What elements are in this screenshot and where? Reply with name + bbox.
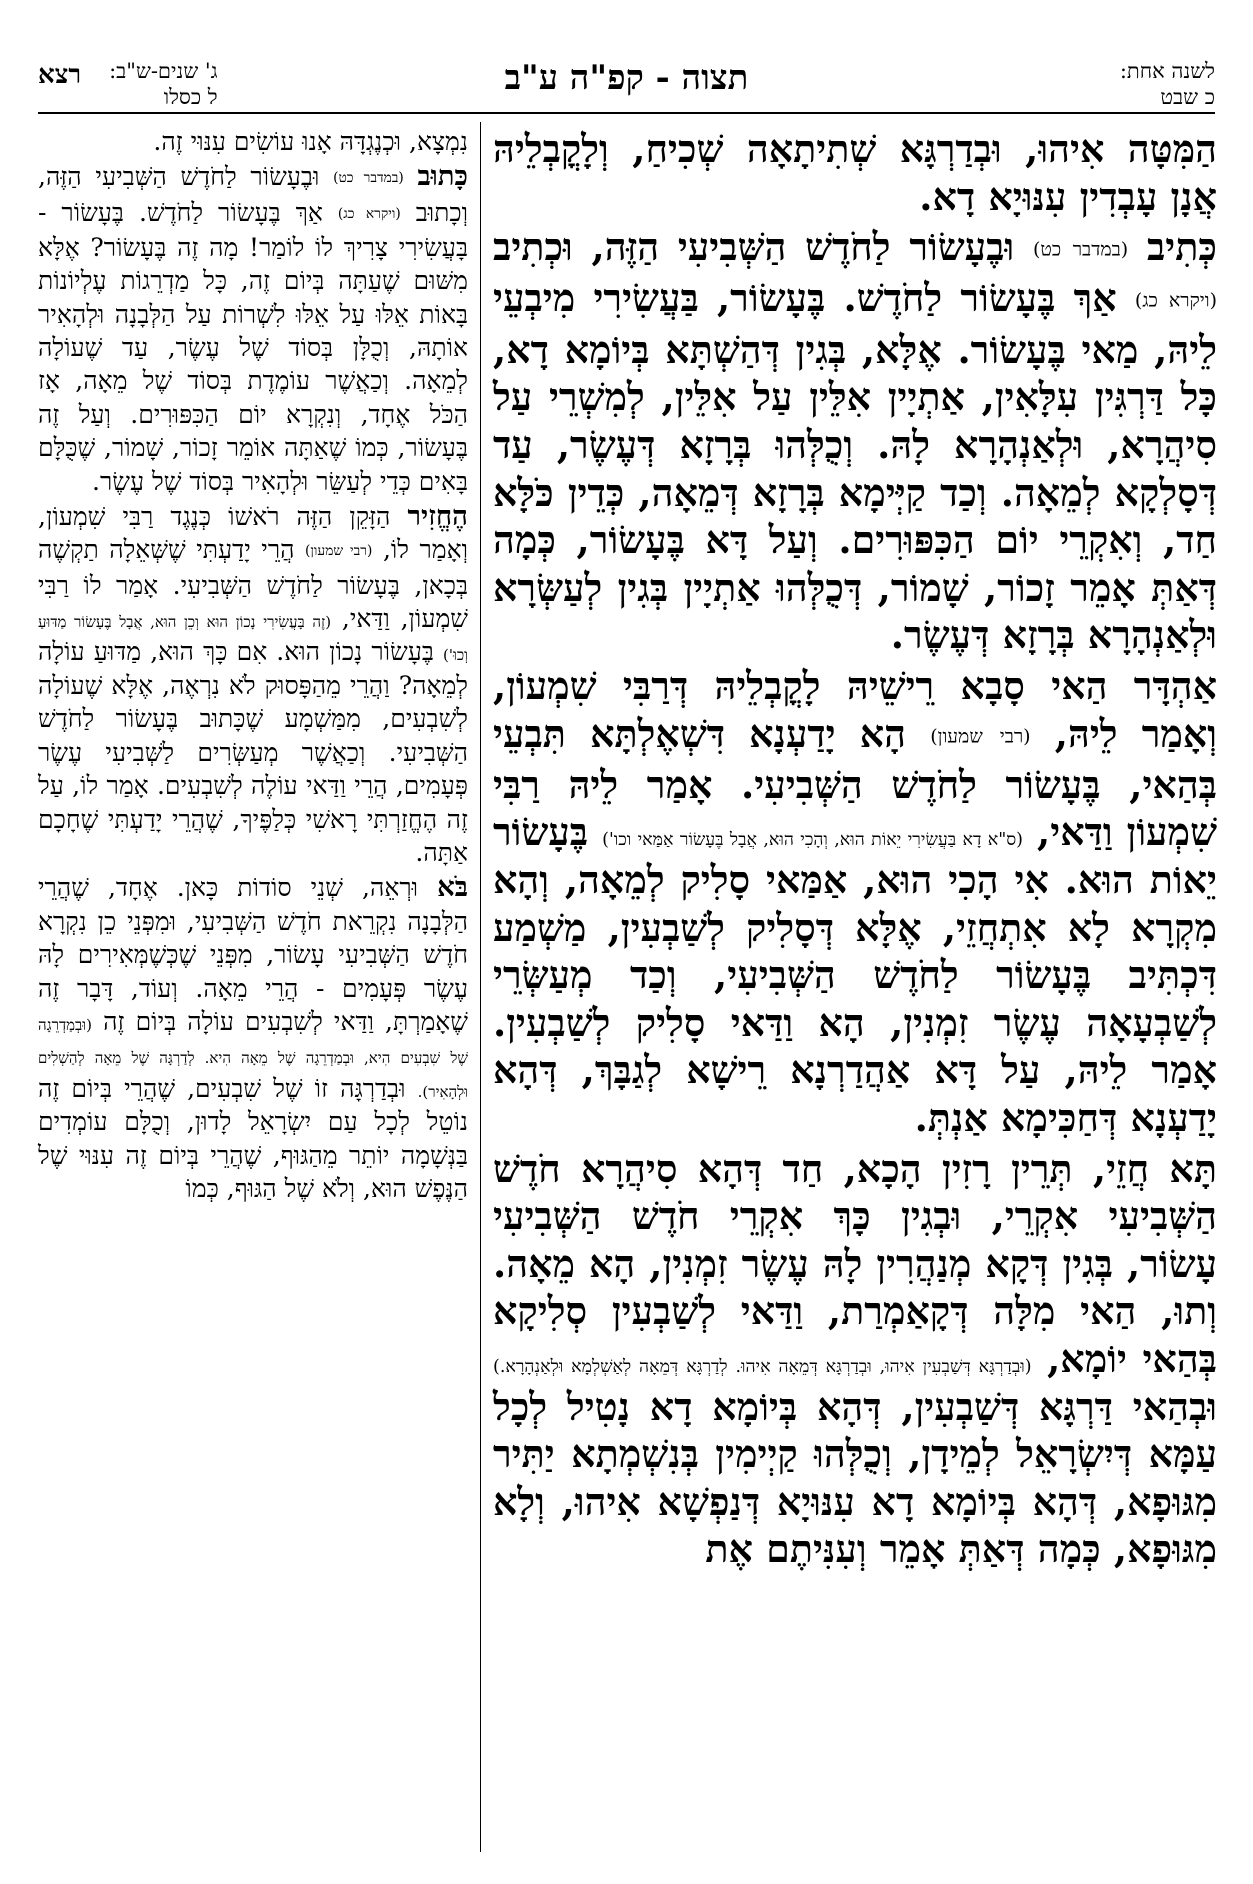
side-p2-citation-1: (במדבר כט) (333, 170, 404, 187)
side-p3-text-c: בֶּעָשׂוֹר נָכוֹן הוּא. אִם כָּךְ הוּא, מַדּוּעַ עוֹלָה לְמֵאָה? וַהֲרֵי מֵהַפָּסוּק לֹא נִרְאֶה, אֶלָּא שֶׁעוֹלָה לְשִׁבְעִים, מִמַּשְׁמָע שֶׁכָּתוּב בֶּעָשׂוֹר לַחֹדֶשׁ הַשְּׁבִיעִי. וְכַאֲשֶׁר מְעַשְּׂרִים לַשְּׁבִיעִי עֶשֶׂר פְּעָמִים, הֲרֵי וַדַּאי עוֹלֶה לְשִׁבְעִים. אָמַר לוֹ, עַל זֶה הֶחֱזַרְתִּי רָאשִׁי כְּלַפֶּיךָ, שֶׁהֲרֵי יָדַעְתִּי שֶׁחָכָם אַתָּה. (38, 637, 468, 867)
main-paragraph-1 (493, 125, 1217, 220)
header-three-years-label: ג' שנים-ש"ב: (109, 59, 218, 83)
side-p3-variant-note: (זֶה בָּעֲשִׂירִי נָכוֹן הוּא וְכֵן הוּא, אֲבָל בֶּעָשׂוֹר מַדּוּעַ וְכוּ') (38, 613, 468, 665)
page-header (38, 52, 1215, 114)
side-p4-text-a: וּרְאֵה, שְׁנֵי סוֹדוֹת כָּאן. אֶחָד, שֶׁהֲרֵי הַלְּבָנָה נִקְרֵאת חֹדֶשׁ הַשְּׁבִיעִי, וּמִפְּנֵי כֵן נִקְרָא חֹדֶשׁ הַשְּׁבִיעִי עָשׂוֹר, מִפְּנֵי שֶׁכְּשֶׁמְּאִירִים לָהּ עֶשֶׂר פְּעָמִים - הֲרֵי מֵאָה. וְעוֹד, דָּבָר זֶה שֶׁאָמַרְתָּ, וַדַּאי לְשִׁבְעִים עוֹלָה בְּיוֹם זֶה (38, 873, 468, 1036)
side-p2-lead-word: כָּתוּב (417, 160, 469, 193)
main-paragraph-3 (493, 662, 1217, 1142)
main-p4-lead-word-2: וּבְהַאי (1132, 1383, 1217, 1429)
header-three-years-date: ל כסלו (163, 85, 218, 109)
side-p3-text-b: הֲרֵי יָדַעְתִּי שֶׁשְּׁאֵלָה תַקְשֶׁה בְּכָאן, בֶּעָשׂוֹר לַחֹדֶשׁ הַשְּׁבִיעִי. אָמַר לוֹ רַבִּי שִׁמְעוֹן, וַדַּאי, (38, 535, 468, 634)
main-p2-lead-word: כְּתִיב (1146, 224, 1217, 270)
side-p3-text-a: הַזָּקֵן הַזֶּה רֹאשׁוֹ כְּנֶגֶד רַבִּי שִׁמְעוֹן, וְאָמַר לוֹ, (38, 502, 468, 565)
main-p2-text-a: וּבֶעָשׂוֹר לַחֹדֶשׁ הַשְּׁבִיעִי הַזֶּה, וּכְתִיב (493, 224, 1015, 270)
side-p2-text-a: וּבֶעָשׂוֹר לַחֹדֶשׁ הַשְּׁבִיעִי הַזֶּה, וְכָתוּב (38, 162, 468, 227)
side-paragraph-4 (38, 871, 468, 1205)
main-p4-lead-word: תָּא (1169, 1145, 1217, 1191)
main-p2-citation-2: (ויקרא כג) (1134, 290, 1217, 313)
column-divider (480, 122, 481, 1852)
side-paragraph-2 (38, 160, 468, 498)
header-reading-schedule-three-years (38, 58, 218, 110)
main-p1-text: הַמִּטָּה אִיהוּ, וּבְדַרְגָּא שְׁתִיתָאָה שְׁכִיחַ, וְלָקֳבְלֵיהּ אֲנָן עָבְדִין עִנּוּיָא דָא. (493, 126, 1217, 219)
side-p3-citation: (רבי שמעון) (305, 543, 373, 560)
main-p2-citation-1: (במדבר כט) (1032, 238, 1129, 261)
side-p4-text-b: וּבְדַרְגָּה זוֹ שֶׁל שִׁבְעִים, שֶׁהֲרֵי בְּיוֹם זֶה נוֹטֵל לְכָל עַם יִשְׂרָאֵל לָדוּן, וְכֻלָּם עוֹמְדִים בַּנְּשָׁמָה יוֹתֵר מֵהַגּוּף, שֶׁהֲרֵי בְּיוֹם זֶה עִנּוּי שֶׁל הַנֶּפֶשׁ הוּא, וְלֹא שֶׁל הַגּוּף, כְּמוֹ (38, 1073, 468, 1203)
side-paragraph-3 (38, 500, 468, 869)
header-one-year-date: כ שבט (1160, 85, 1215, 109)
side-p4-lead-word: בֹּא (437, 871, 468, 904)
aramaic-column (493, 125, 1217, 1576)
main-p3-variant-note: (ס"א דָא בַּעֲשִׂירִי יֵאוֹת הוּא, וְהָכִי הוּא, אֲבָל בֶּעָשׂוֹר אַמַּאי וכו') (602, 830, 1023, 851)
side-p2-citation-2: (ויקרא כג) (337, 205, 401, 222)
main-p2-text-b: אַךְ בֶּעָשׂוֹר לַחֹדֶשׁ. בֶּעָשׂוֹר, בַּעֲשִׂירִי מִיבְעֵי לֵיהּ, מַאי בֶּעָשׂוֹר. אֶלָּא, בְּגִין דְּהַשְׁתָּא בְּיוֹמָא דָא, כָּל דַּרְגִּין עִלָּאִין, אַתְיָין אִלֵּין עַל אִלֵּין, לְמִשְׁרֵי עַל סִיהֲרָא, וּלְאַנְהָרָא לָהּ. וְכֻלְּהוּ בְּרָזָא דְּעֶשֶׂר, עַד דְּסָלְקָא לְמֵאָה. וְכַד קַיְּימָא בְּרָזָא דְּמֵאָה, כְּדֵין כֹּלָּא חַד, וְאִקְרֵי יוֹם הַכִּפּוּרִים. וְעַל דָּא בֶּעָשׂוֹר, כְּמָה דְּאַתְּ אָמֵר זָכוֹר, שָׁמוֹר, דְּכֻלְּהוּ אַתְיָין בְּגִין לְעַשְּׂרָא וּלְאַנְהָרָא בְּרָזָא דְּעֶשֶׂר. (493, 275, 1217, 658)
side-p4-variant-note: (וּבְמַדְרֵגָה שֶׁל שִׁבְעִים הִיא, וּבְמַדְרֵגָה שֶׁל מֵאָה הִיא. לְדַרְגָּה שֶׁל מֵאָה לְהַשְׁלִים וּלְהָאִיר). (38, 1015, 468, 1101)
side-p2-text-b: אַךְ בֶּעָשׂוֹר לַחֹדֶשׁ. בֶּעָשׂוֹר - בָּעֲשִׂירִי צָרִיךְ לוֹ לוֹמַר! מָה זֶה בֶּעָשׂוֹר? אֶלָּא מִשּׁוּם שֶׁעַתָּה בְּיוֹם זֶה, כָּל מַדְרֵגוֹת עֶלְיוֹנוֹת בָּאוֹת אֵלּוּ עַל אֵלּוּ לִשְׁרוֹת עַל הַלְּבָנָה וּלְהָאִיר אוֹתָהּ, וְכֻלָּן בְּסוֹד שֶׁל עֶשֶׂר, עַד שֶׁעוֹלָה לְמֵאָה. וְכַאֲשֶׁר עוֹמֶדֶת בְּסוֹד שֶׁל מֵאָה, אָז הַכֹּל אֶחָד, וְנִקְרָא יוֹם הַכִּפּוּרִים. וְעַל זֶה בֶּעָשׂוֹר, כְּמוֹ שֶׁאַתָּה אוֹמֵר זָכוֹר, שָׁמוֹר, שֶׁכֻּלָּם בָּאִים כְּדֵי לְעַשֵּׂר וּלְהָאִיר בְּסוֹד שֶׁל עֶשֶׂר. (38, 197, 468, 496)
main-paragraph-2 (493, 223, 1217, 659)
main-p4-text-a: חֲזֵי, תְּרֵין רָזִין הָכָא, חַד דְּהָא סִיהֲרָא חֹדֶשׁ הַשְּׁבִיעִי אִקְרֵי, וּבְגִין כָּךְ אִקְרֵי חֹדֶשׁ הַשְּׁבִיעִי עָשׂוֹר, בְּגִין דְּקָא מְנַהֲרִין לָהּ עֶשֶׂר זִמְנִין, הָא מֵאָה. וְתוּ, הַאי מִלָּה דְּקָאַמְרַת, וַדַּאי לְשַׁבְעִין סְלִיקָא בְּהַאי יוֹמָא, (493, 1145, 1217, 1381)
main-p3-citation: (רבי שמעון) (930, 725, 1031, 748)
hebrew-translation-column (38, 125, 468, 1207)
header-one-year-label: לשנה אחת: (1119, 59, 1215, 83)
main-p3-text-c: בֶּעָשׂוֹר יֵאוֹת הוּא. אִי הָכִי הוּא, אַמַּאי סָלִיק לְמֵאָה, וְהָא מִקְרָא לָא אִתְחֲזֵי, אֶלָּא דְּסָלִיק לְשַׁבְעִין, מַשְׁמַע דִּכְתִּיב בֶּעָשׂוֹר לַחֹדֶשׁ הַשְּׁבִיעִי, וְכַד מְעַשְּׂרֵי לְשַׁבְעָאָה עֶשֶׂר זִמְנִין, הָא וַדַּאי סָלִיק לְשַׁבְעִין. אָמַר לֵיהּ, עַל דָּא אַהֲדַרְנָא רֵישָׁא לְגַבָּךְ, דְּהָא יָדַעְנָא דְּחַכִּימָא אַנְתְּ. (493, 809, 1217, 1140)
main-paragraph-4 (493, 1145, 1217, 1573)
side-p1-text: נִמְצָא, וּכְנֶגְדָּהּ אָנוּ עוֹשִׂים עִנּוּי זֶה. (153, 127, 468, 156)
page-title: תצוה - קפ"ה ע"ב (504, 58, 749, 98)
page-number: רצא (38, 60, 82, 90)
main-p3-text-b: הָא יָדַעְנָא דִּשְׁאֶלְתָּא תִּבְעֵי בְּהַאי, בֶּעָשׂוֹר לַחֹדֶשׁ הַשְּׁבִיעִי. אָמַר לֵיהּ רַבִּי שִׁמְעוֹן וַדַּאי, (493, 710, 1217, 855)
header-rule (38, 112, 1215, 114)
main-p4-variant-note: (וּבְדַרְגָּא דְּשַׁבְעִין אִיהוּ, וּבְדַרְגָּא דְּמֵאָה אִיהוּ. לְדַרְגָּא דְּמֵאָה לְאַשְׁלְמָא וּלְאַנְהָרָא.) (493, 1356, 1032, 1377)
side-paragraph-1 (38, 125, 468, 158)
main-p3-text-a: אַהְדָּר הַאי סָבָא רֵישֵׁיהּ לָקֳבְלֵיהּ דְּרַבִּי שִׁמְעוֹן, וְאָמַר לֵיהּ, (493, 662, 1218, 756)
side-p3-lead-word: הֶחֱזִיר (407, 500, 468, 533)
main-p4-text-b: דַּרְגָּא דְּשַׁבְעִין, דְּהָא בְּיוֹמָא דָא נָטִיל לְכָל עַמָּא דְּיִשְׂרָאֵל לְמֵידָן, וְכֻלְּהוּ קַיְימִין בְּנִשְׁמְתָא יַתִּיר מִגּוּפָא, דְּהָא בְּיוֹמָא דָא עִנּוּיָא דְּנַפְשָׁא אִיהוּ, וְלָא מִגּוּפָא, כְּמָה דְּאַתְּ אָמֵר וְעִנִּיתֶם אֶת (493, 1383, 1217, 1572)
